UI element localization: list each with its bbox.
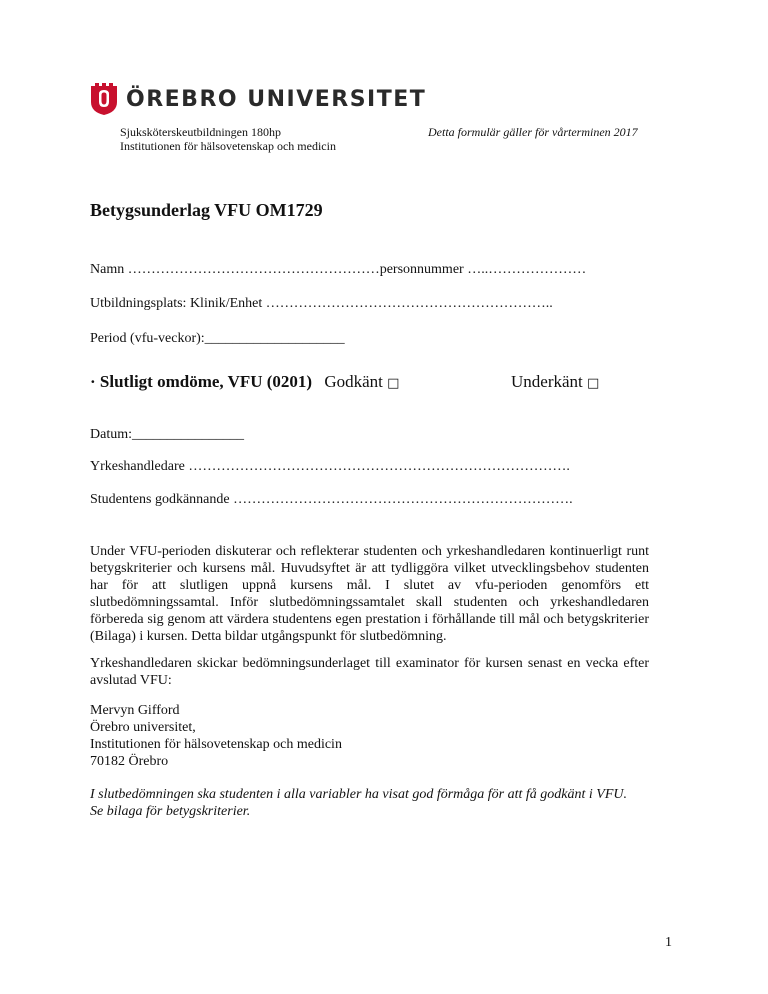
page-number: 1 <box>665 935 672 950</box>
address-postal: 70182 Örebro <box>90 754 169 769</box>
assessment-note: I slutbedömningen ska studenten i alla variabler ha visat god förmåga för att få godkänt i VFU. Se bilaga för betygskriterier. <box>90 787 628 819</box>
institution-name: Institutionen för hälsovetenskap och medicin <box>120 139 336 153</box>
university-logo <box>90 82 426 116</box>
period-field: Period (vfu-veckor):____________________ <box>90 331 345 346</box>
instruction-paragraph: Under VFU-perioden diskuterar och reflekterar studenten och yrkeshandledaren kontinuerligt runt betygskriterier och kursens mål. Huvudsyftet är att tydliggöra vilket utvecklingsbehov studenten har för att slutligen uppnå kursens mål. I slutet av vfu-perioden genomförs ett slutbedömningssamtal. Inför slutbedömningssamtalet skall studenten och yrkeshandledaren förbereda sig genom att värdera studentens egen prestation i förhållande till mål och betygskriterier (Bilaga) i kursen. Detta bildar utgångspunkt för slutbedömning. <box>90 544 649 644</box>
logo-text: ÖREBRO UNIVERSITET <box>126 86 427 112</box>
fail-option <box>511 372 599 392</box>
name-field: Namn ………………………………………………personnummer …..………………… <box>90 262 587 277</box>
fail-checkbox[interactable]: □ <box>587 376 600 391</box>
date-field: Datum:________________ <box>90 427 244 442</box>
address-institution: Institutionen för hälsovetenskap och medicin <box>90 737 342 752</box>
validity-note: Detta formulär gäller för vårterminen 2017 <box>428 125 638 139</box>
page-title: Betygsunderlag VFU OM1729 <box>90 200 323 220</box>
supervisor-field: Yrkeshandledare ………………………………………………………………………. <box>90 459 570 474</box>
address-block <box>90 702 342 770</box>
final-judgement-row <box>90 372 399 392</box>
placement-field: Utbildningsplats: Klinik/Enhet …………………………………………………….. <box>90 296 553 311</box>
address-name: Mervyn Gifford <box>90 703 180 718</box>
fail-label: Underkänt <box>511 372 583 391</box>
judgement-label: Slutligt omdöme, VFU (0201) <box>99 372 313 391</box>
pass-label: Godkänt <box>324 372 383 391</box>
shield-icon <box>90 82 118 116</box>
student-approval-field: Studentens godkännande ………………………………………………………………. <box>90 492 573 507</box>
pass-checkbox[interactable]: □ <box>387 376 400 391</box>
submission-paragraph: Yrkeshandledaren skickar bedömningsunderlaget till examinator för kursen senast en vecka efter avslutad VFU: <box>90 656 649 688</box>
bullet: · <box>90 372 96 391</box>
address-university: Örebro universitet, <box>90 720 196 735</box>
program-name: Sjuksköterskeutbildningen 180hp <box>120 125 281 139</box>
